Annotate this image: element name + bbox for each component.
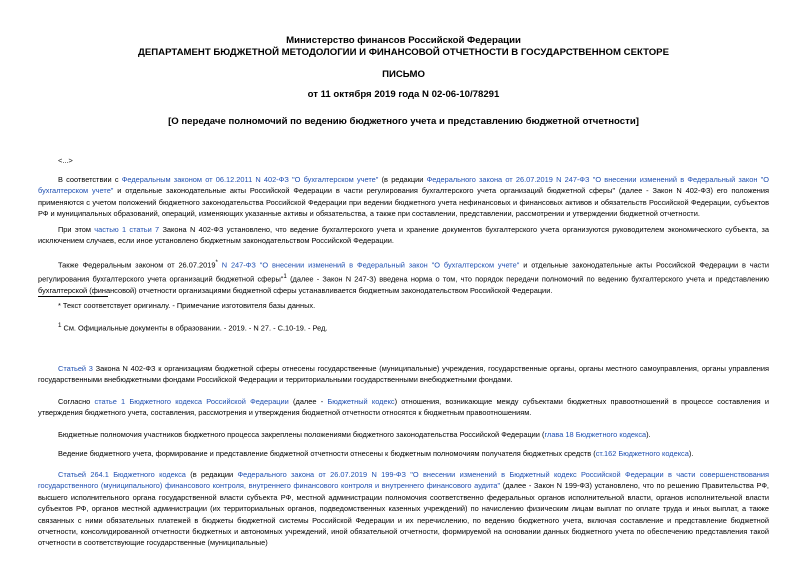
omission-marker: <...> xyxy=(58,156,73,165)
department-title: ДЕПАРТАМЕНТ БЮДЖЕТНОЙ МЕТОДОЛОГИИ И ФИНАНСОВОЙ ОТЧЕТНОСТИ В ГОСУДАРСТВЕННОМ СЕКТОРЕ xyxy=(138,47,669,58)
ministry-title: Министерство финансов Российской Федерации xyxy=(286,35,521,46)
link-article-7[interactable]: частью 1 статьи 7 xyxy=(94,225,160,234)
footnote-1: * Текст соответствует оригиналу. - Примечание изготовителя базы данных. xyxy=(58,301,316,310)
link-federal-law-402[interactable]: Федеральным законом от 06.12.2011 N 402-ФЗ "О бухгалтерском учете" xyxy=(121,175,379,184)
document-subject: [О передаче полномочий по ведению бюджетного учета и представлению бюджетной отчетности] xyxy=(168,116,639,127)
paragraph-6: Бюджетные полномочия участников бюджетного процесса закреплены положениями бюджетного законодательства Российской Федерации (глава 18 Бюджетного кодекса). xyxy=(58,430,651,439)
document-type: ПИСЬМО xyxy=(382,69,425,80)
link-article-264-1[interactable]: Статьей 264.1 Бюджетного кодекса xyxy=(58,470,186,479)
paragraph-8: Статьей 264.1 Бюджетного кодекса (в редакции Федерального закона от 26.07.2019 N 199-ФЗ "О внесении изменений в Бюджетный кодекс Российской Федерации в части совершенствования государственного (муниципального) финансового контроля, внутреннего финансового контроля и внутреннего финансового аудита" (далее - Закон N 199-ФЗ) установлено, что по решению Правительства РФ, высшего исполнительного органа государственной власти субъекта РФ, местной администрации полномочия соответственно федеральных органов исполнительной власти, органов исполнительной власти субъектов РФ, органов местной администрации (их территориальных органов, подведомственных казенных учреждений) по начислению физическим лицам выплат по оплате труда и иных выплат, а также связанных с ними обязательных платежей в бюджеты бюджетной системы Российской Федерации и их перечислению, по ведению бюджетного учета, включая составление и представление бюджетной отчетности, консолидированной отчетности бюджетных и автономных учреждений, иной обязательной отчетности, формируемой на основании данных бюджетного учета по обеспечению представления такой отчетности в соответствующие государственные (муниципальные) xyxy=(38,470,769,548)
link-budget-code-article-1[interactable]: статье 1 Бюджетного кодекса Российской Федерации xyxy=(94,397,289,406)
link-law-247[interactable]: N 247-ФЗ "О внесении изменений в Федеральный закон "О бухгалтерском учете" xyxy=(221,260,520,270)
link-chapter-18[interactable]: глава 18 Бюджетного кодекса xyxy=(544,430,647,439)
paragraph-2: При этом частью 1 статьи 7 Закона N 402-ФЗ установлено, что ведение бухгалтерского учета и хранение документов бухгалтерского учета организуются руководителем экономического субъекта, за исключением случаев, если иное установлено бюджетным законодательством Российской Федерации. xyxy=(38,225,770,246)
paragraph-1: В соответствии с Федеральным законом от 06.12.2011 N 402-ФЗ "О бухгалтерском учете" (в редакции Федерального закона от 26.07.2019 N 247-ФЗ "О внесении изменений в Федеральный закон "О бухгалтерском учете" и отдельные законодательные акты Российской Федерации в части регулирования бухгалтерского учета организаций бюджетной сферы" (далее - Закон N 402-ФЗ) его положения применяются с учетом положений бюджетного законодательства Российской Федерации при ведении бюджетного учета нефинансовых и финансовых активов и обязательств Российской Федерации, субъектов РФ и муниципальных образований, операций, изменяющих указанные активы и обязательства, а также при составлении, представлении, рассмотрении и утверждении бюджетной отчетности. xyxy=(38,175,770,219)
link-article-162[interactable]: ст.162 Бюджетного кодекса xyxy=(595,449,689,458)
link-article-3[interactable]: Статьей 3 xyxy=(58,364,93,373)
paragraph-7: Ведение бюджетного учета, формирование и представление бюджетной отчетности отнесены к бюджетным полномочиям получателя бюджетных средств (ст.162 Бюджетного кодекса). xyxy=(58,449,694,458)
paragraph-3: Также Федеральным законом от 26.07.2019* N 247-ФЗ "О внесении изменений в Федеральный закон "О бухгалтерском учете" и отдельные законодательные акты Российской Федерации в части регулирования бухгалтерского учета организаций бюджетной сферы"$^1$ (далее - Закон N 247-З) введена норма о том, что порядок передачи полномочий по ведению бухгалтерского учета и представлению бухгалтерской (финансовой) отчетности организациями бюджетной сферы устанавливается бюджетным законодательством Российской Федерации. xyxy=(38,259,769,295)
footnote-2: $^1$ См. Официальные документы в образовании. - 2019. - N 27. - С.10-19. - Ред. xyxy=(58,322,328,333)
document-date-number: от 11 октября 2019 года N 02-06-10/78291 xyxy=(307,89,500,100)
paragraph-5: Согласно статье 1 Бюджетного кодекса Российской Федерации (далее - Бюджетный кодекс) отношения, возникающие между субъектами бюджетных правоотношений в процессе составления и утверждения бюджетного учета, составления, рассмотрения и утверждения бюджетной отчетности относятся к бюджетным правоотношениям. xyxy=(38,397,769,418)
link-federal-law-247[interactable]: Федерального закона от 26.07.2019 N 247-ФЗ "О внесении изменений в Федеральный закон "О бухгалтерском учете" xyxy=(38,175,770,196)
footnote-divider xyxy=(38,296,108,297)
link-federal-law-199[interactable]: Федерального закона от 26.07.2019 N 199-ФЗ "О внесении изменений в Бюджетный кодекс Российской Федерации в части совершенствования государственного (муниципального) финансового контроля, внутреннего финансового контроля и внутреннего финансового аудита" xyxy=(38,470,769,491)
paragraph-4: Статьей 3 Закона N 402-ФЗ к организациям бюджетной сферы отнесены государственные (муниципальные) учреждения, государственные органы, органы местного самоуправления, органы управления государственными внебюджетными фондами Российской Федерации и территориальными государственными внебюджетными фондами. xyxy=(38,364,769,385)
link-budget-code[interactable]: Бюджетный кодекс xyxy=(327,397,395,406)
